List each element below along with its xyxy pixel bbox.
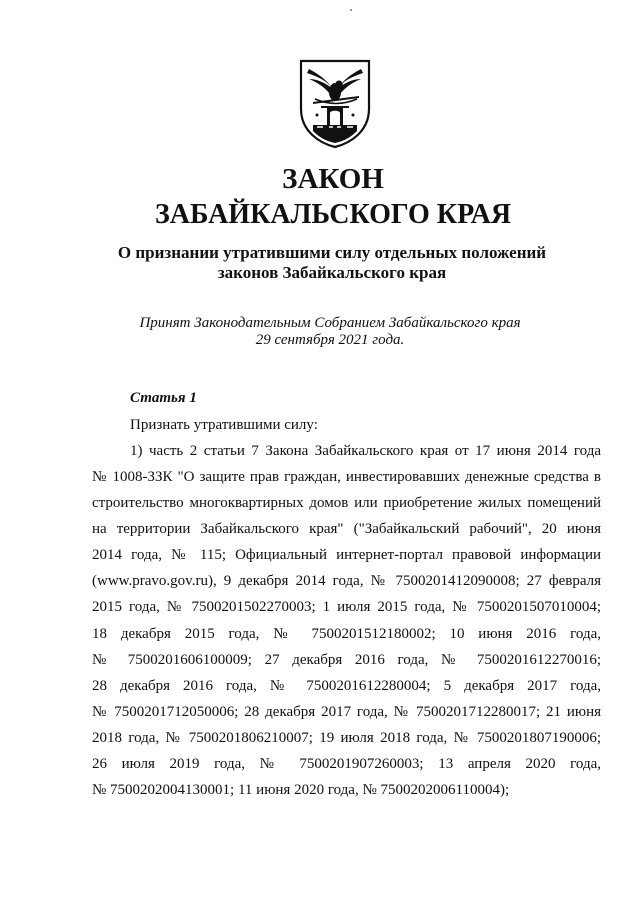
paragraph-line: 2015 года, № 7500201502270003; 1 июля 2015 года, № 7500201507010004; — [92, 599, 601, 615]
paragraph-line: № 7500201712050006; 28 декабря 2017 года, № 7500201712280017; 21 июня — [92, 704, 601, 720]
law-title: ЗАКОН — [282, 163, 384, 195]
coat-of-arms-icon — [299, 59, 371, 149]
paragraph-line: 18 декабря 2015 года, № 7500201512180002; 10 июня 2016 года, — [92, 626, 601, 642]
adoption-date: 29 сентября 2021 года. — [255, 332, 405, 348]
paragraph-line: на территории Забайкальского края" ("Забайкальский рабочий", 20 июня — [92, 521, 601, 537]
scan-mark — [350, 9, 352, 11]
article-intro: Признать утратившими силу: — [130, 417, 318, 433]
article-heading: Статья 1 — [130, 390, 197, 406]
paragraph-line: (www.pravo.gov.ru), 9 декабря 2014 года, № 7500201412090008; 27 февраля — [92, 573, 601, 589]
paragraph-line: 1) часть 2 статьи 7 Закона Забайкальского края от 17 июня 2014 года — [130, 443, 601, 459]
paragraph-line: № 1008-ЗЗК "О защите прав граждан, инвестировавших денежные средства в — [92, 469, 601, 485]
law-region-title: ЗАБАЙКАЛЬСКОГО КРАЯ — [154, 199, 512, 230]
paragraph-line: 26 июля 2019 года, № 7500201907260003; 13 апреля 2020 года, — [92, 756, 601, 772]
paragraph-line: № 7500201606100009; 27 декабря 2016 года, № 7500201612270016; — [92, 652, 601, 668]
paragraph-line: 2014 года, № 115; Официальный интернет-портал правовой информации — [92, 547, 601, 563]
paragraph-line: 2018 года, № 7500201806210007; 19 июля 2018 года, № 7500201807190006; — [92, 730, 601, 746]
adoption-note-line-1: Принят Законодательным Собранием Забайкальского края — [139, 315, 521, 331]
law-subtitle-line-1: О признании утратившими силу отдельных положений — [117, 243, 547, 262]
paragraph-line: строительство многоквартирных домов или приобретение жилых помещений — [92, 495, 601, 511]
law-subtitle-line-2: законов Забайкальского края — [217, 263, 447, 282]
paragraph-line: 28 декабря 2016 года, № 7500201612280004; 5 декабря 2017 года, — [92, 678, 601, 694]
paragraph-line: № 7500202004130001; 11 июня 2020 года, № 7500202006110004); — [92, 782, 510, 798]
